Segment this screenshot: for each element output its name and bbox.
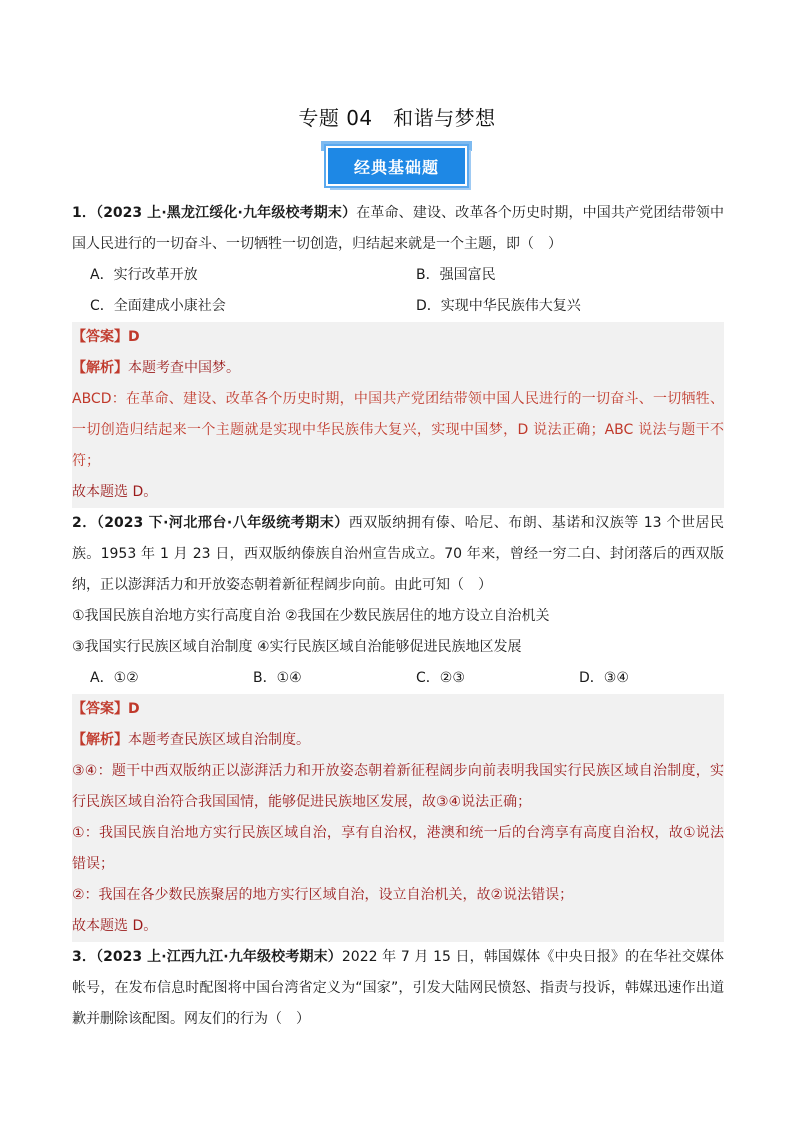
question-3-source: 3．（2023 上·江西九江·九年级校考期末） [72, 949, 342, 965]
question-1-options-row-2 [72, 291, 724, 322]
question-1-option-b: B．强国富民 [416, 267, 496, 283]
question-1-analysis-intro [72, 353, 724, 384]
question-2-analysis-intro [72, 725, 724, 756]
question-2-answer-block [72, 694, 724, 942]
section-badge: 经典基础题 [326, 146, 467, 186]
question-2-statements-1: ①我国民族自治地方实行高度自治 ②我国在少数民族居住的地方设立自治机关 [72, 608, 550, 624]
question-2-option-d: D．③④ [579, 670, 629, 686]
answer-label: 【答案】 [72, 329, 128, 345]
question-2-analysis-3: ②：我国在各少数民族聚居的地方实行区域自治，设立自治机关，故②说法错误； [72, 887, 574, 903]
question-2-option-c: C．②③ [416, 670, 465, 686]
question-1-source: 1．（2023 上·黑龙江绥化·九年级校考期末） [72, 205, 357, 221]
answer-label: 【答案】 [72, 701, 128, 717]
question-2-analysis-end: 故本题选 D。 [72, 918, 158, 934]
question-1-option-a: A．实行改革开放 [90, 267, 198, 283]
question-1-analysis-body: ABCD：在革命、建设、改革各个历史时期，中国共产党团结带领中国人民进行的一切奋斗、一切牺牲、一切创造归结起来一个主题就是实现中华民族伟大复兴，实现中国梦，D 说法正确；ABC 说法与题干不符； [72, 391, 724, 469]
answer-value: D [128, 701, 140, 717]
question-2-statements-2: ③我国实行民族区域自治制度 ④实行民族区域自治能够促进民族地区发展 [72, 639, 522, 655]
question-2-options [72, 663, 724, 694]
question-1-option-c: C．全面建成小康社会 [90, 298, 226, 314]
question-1-options-row-1 [72, 260, 724, 291]
question-2-option-a: A．①② [90, 670, 139, 686]
question-1-answer [72, 322, 724, 353]
analysis-intro: 本题考查中国梦。 [128, 360, 240, 376]
question-1-text: 在革命、建设、改革各个历史时期，中国共产党团结带领中国人民进行的一切奋斗、一切牺牲一切创造，归结起来就是一个主题，即（ ） [72, 205, 725, 252]
analysis-intro: 本题考查民族区域自治制度。 [128, 732, 310, 748]
question-1-analysis-end: 故本题选 D。 [72, 484, 158, 500]
analysis-label: 【解析】 [72, 732, 128, 748]
question-1-answer-block [72, 322, 724, 508]
question-2-analysis-2: ①：我国民族自治地方实行民族区域自治，享有自治权，港澳和统一后的台湾享有高度自治权，故①说法错误； [72, 825, 724, 872]
question-3-text: 2022 年 7 月 15 日，韩国媒体《中央日报》的在华社交媒体帐号，在发布信息时配图将中国台湾省定义为“国家”，引发大陆网民愤怒、指责与投诉，韩媒迅速作出道歉并删除该配图。网友们的行为（ ） [72, 949, 724, 1027]
question-1-stem [72, 198, 724, 260]
question-2-stem [72, 508, 724, 601]
question-2-analysis-1: ③④：题干中西双版纳正以澎湃活力和开放姿态朝着新征程阔步向前表明我国实行民族区域自治制度，实行民族区域自治符合我国国情，能够促进民族地区发展，故③④说法正确； [72, 763, 724, 810]
question-2-source: 2．（2023 下·河北邢台·八年级统考期末） [72, 515, 349, 531]
page-title: 专题 04 和谐与梦想 [298, 106, 496, 130]
analysis-label: 【解析】 [72, 360, 128, 376]
answer-value: D [128, 329, 140, 345]
question-2-text: 西双版纳拥有傣、哈尼、布朗、基诺和汉族等 13 个世居民族。1953 年 1 月 23 日，西双版纳傣族自治州宣告成立。70 年来，曾经一穷二白、封闭落后的西双版纳，正以澎湃活力和开放姿态朝着新征程阔步向前。由此可知（ ） [72, 515, 724, 593]
question-2-option-b: B．①④ [253, 670, 302, 686]
question-2-answer [72, 694, 724, 725]
content-area [72, 198, 724, 1035]
question-3-stem [72, 942, 724, 1035]
question-1-option-d: D．实现中华民族伟大复兴 [416, 298, 581, 314]
